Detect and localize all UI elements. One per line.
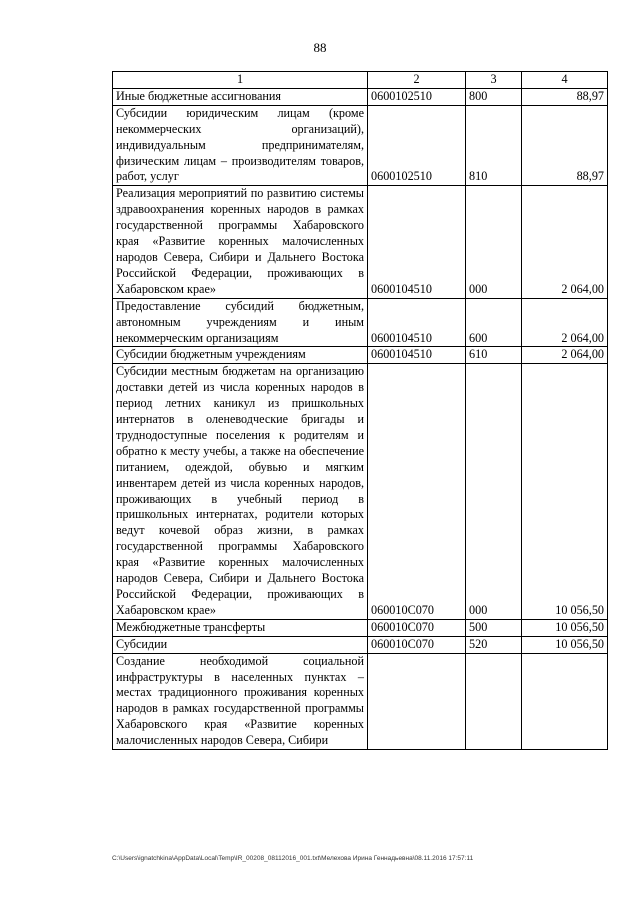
row-name: Субсидии местным бюджетам на организацию доставки детей из числа коренных народов в период летних каникул из пришкольных интернатов в оленеводческие бригады и труднодоступные поселения к родителям и обратно к месту учебы, а также на обеспечение питанием, одеждой, обувью и мягким инвентарем детей из числа коренных народов, проживающих в учебный период в пришкольных интернатах, родители которых ведут кочевой образ жизни, в рамках государственной программы Хабаровского края «Развитие коренных малочисленных народов Севера, Сибири и Дальнего Востока Российской Федерации, проживающих в Хабаровском крае» — [113, 364, 368, 620]
table-row — [113, 105, 608, 186]
row-name: Субсидии юридическим лицам (кроме некоммерческих организаций), индивидуальным предпринимателям, физическим лицам – производителям товаров, работ, услуг — [113, 105, 368, 186]
row-amount: 10 056,50 — [522, 619, 608, 636]
row-type: 800 — [466, 88, 522, 105]
row-type: 600 — [466, 298, 522, 347]
row-type — [466, 653, 522, 749]
table-row — [113, 298, 608, 347]
row-amount: 10 056,50 — [522, 364, 608, 620]
row-amount: 10 056,50 — [522, 636, 608, 653]
row-type: 000 — [466, 364, 522, 620]
row-code — [368, 653, 466, 749]
table-row — [113, 88, 608, 105]
row-type: 500 — [466, 619, 522, 636]
row-type: 610 — [466, 347, 522, 364]
row-code: 0600102510 — [368, 88, 466, 105]
row-amount: 88,97 — [522, 88, 608, 105]
row-amount: 2 064,00 — [522, 186, 608, 298]
row-name: Иные бюджетные ассигнования — [113, 88, 368, 105]
row-name: Межбюджетные трансферты — [113, 619, 368, 636]
row-name: Реализация мероприятий по развитию системы здравоохранения коренных народов в рамках государственной программы Хабаровского края «Развитие коренных малочисленных народов Севера, Сибири и Дальнего Востока Российской Федерации, проживающих в Хабаровском крае» — [113, 186, 368, 298]
row-type: 810 — [466, 105, 522, 186]
header-col-4: 4 — [522, 72, 608, 89]
header-col-3: 3 — [466, 72, 522, 89]
file-path-footer: C:\Users\ignatchkina\AppData\Local\Temp\IR_00208_08112016_001.txt\Мелехова Ирина Геннадьевна\08.11.2016 17:57:11 — [112, 855, 474, 862]
row-code: 060010С070 — [368, 636, 466, 653]
budget-table — [112, 71, 608, 750]
header-col-2: 2 — [368, 72, 466, 89]
row-type: 000 — [466, 186, 522, 298]
row-amount — [522, 653, 608, 749]
row-code: 060010С070 — [368, 619, 466, 636]
row-type: 520 — [466, 636, 522, 653]
table-row — [113, 653, 608, 749]
row-name: Субсидии бюджетным учреждениям — [113, 347, 368, 364]
row-code: 0600102510 — [368, 105, 466, 186]
page-number: 88 — [313, 40, 327, 55]
row-code: 0600104510 — [368, 347, 466, 364]
row-code: 0600104510 — [368, 186, 466, 298]
row-amount: 88,97 — [522, 105, 608, 186]
table-header-row — [113, 72, 608, 89]
table-row — [113, 364, 608, 620]
table-row — [113, 619, 608, 636]
row-amount: 2 064,00 — [522, 347, 608, 364]
row-code: 060010С070 — [368, 364, 466, 620]
table-row — [113, 636, 608, 653]
table-row — [113, 186, 608, 298]
header-col-1: 1 — [113, 72, 368, 89]
row-name: Субсидии — [113, 636, 368, 653]
row-name: Предоставление субсидий бюджетным, автономным учреждениям и иным некоммерческим организациям — [113, 298, 368, 347]
row-name: Создание необходимой социальной инфраструктуры в населенных пунктах – местах традиционного проживания коренных народов в рамках государственной программы Хабаровского края «Развитие коренных малочисленных народов Севера, Сибири — [113, 653, 368, 749]
row-amount: 2 064,00 — [522, 298, 608, 347]
table-row — [113, 347, 608, 364]
row-code: 0600104510 — [368, 298, 466, 347]
